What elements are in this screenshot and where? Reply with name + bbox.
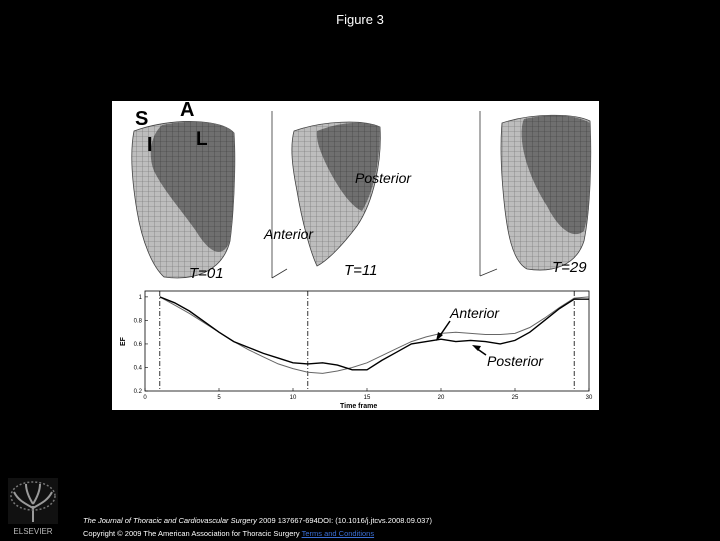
time-label-t29: T=29 [552, 259, 587, 276]
x-tick-label: 0 [143, 395, 147, 401]
time-label-t01: T=01 [189, 265, 224, 282]
orientation-i-label: I [147, 134, 153, 156]
figure-title: Figure 3 [336, 12, 384, 27]
anterior-annotation: Anterior [450, 305, 500, 321]
y-tick-label: 0.2 [133, 389, 142, 395]
x-tick-label: 25 [511, 395, 519, 401]
chart-plot-area [145, 291, 589, 391]
y-tick-label: 1 [138, 294, 142, 301]
heart-mesh-t29 [501, 115, 591, 270]
y-tick-label: 0.8 [133, 318, 142, 325]
orientation-l-label: L [196, 129, 208, 150]
x-tick-label: 20 [437, 395, 445, 401]
citation-line [83, 516, 432, 525]
x-axis-label: Time frame [340, 403, 378, 410]
posterior-annotation: Posterior [487, 353, 544, 369]
copyright-line [83, 529, 374, 538]
x-tick-label: 5 [217, 395, 221, 401]
anterior-panel-label: Anterior [264, 226, 314, 242]
heart-mesh-t11 [292, 122, 380, 266]
copyright-text: Copyright © 2009 The American Association for Thoracic Surgery [83, 529, 300, 538]
time-label-t11: T=11 [344, 262, 378, 279]
elsevier-logo [6, 478, 60, 536]
y-axis-label: EF [120, 337, 127, 346]
x-tick-label: 30 [585, 395, 593, 401]
terms-and-conditions-link[interactable]: Terms and Conditions [301, 529, 375, 538]
x-tick-label: 15 [363, 395, 371, 401]
citation-details: 2009 137667-694DOI: (10.1016/j.jtcvs.2008.09.037) [256, 516, 432, 525]
orientation-s-label: S [135, 108, 149, 130]
ef-chart [120, 291, 593, 410]
elsevier-wordmark: ELSEVIER [13, 527, 53, 536]
posterior-panel-label: Posterior [355, 170, 412, 186]
x-tick-label: 10 [289, 395, 297, 401]
y-tick-label: 0.6 [133, 341, 142, 348]
figure-image [112, 101, 599, 410]
journal-name: The Journal of Thoracic and Cardiovascular Surgery [83, 516, 257, 525]
orientation-a-label: A [180, 101, 195, 121]
figure-svg [112, 101, 599, 410]
y-tick-label: 0.4 [133, 365, 142, 372]
